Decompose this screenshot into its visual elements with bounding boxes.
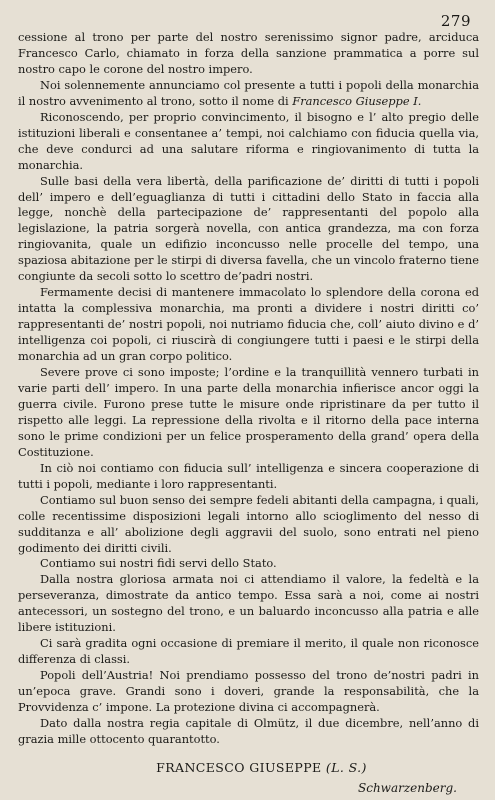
paragraph-4: Sulle basi della vera libertà, della parificazione de’ diritti di tutti i popoli dell’ impero e dell’eguaglianza di tutti i cittadini dello Stato in faccia alla legge, nonchè della partecipazione de’ rappresentanti del popolo alla legislazione, la patria sorgerà novella, con antica grandezza, ma con forza ringiovanita, quale un edifizio inconcusso nelle procelle del tempo, una spaziosa abitazione per le stirpi di diversa favella, che un vincolo fraterno tiene congiunte da secoli sotto lo scettro de’padri nostri. xyxy=(18,173,479,284)
body-text xyxy=(18,30,479,748)
paragraph-13: Dato dalla nostra regia capitale di Olmütz, il due dicembre, nell’anno di grazia mille ottocento quarantotto. xyxy=(18,715,479,746)
signatory-name: FRANCESCO GIUSEPPE xyxy=(156,759,322,775)
signature-line xyxy=(18,760,479,775)
paragraph-12: Popoli dell’Austria! Noi prendiamo possesso del trono de’nostri padri in un’epoca grave. Grandi sono i doveri, grande la responsabilità, che la Provvidenza c’ impone. La protezione divina ci accompagnerà. xyxy=(18,668,479,715)
paragraph-2-text: Noi solennemente annunciamo col presente a tutti i popoli della monarchia il nostro avvenimento al trono, sotto il nome di xyxy=(18,77,479,108)
paragraph-11: Ci sarà gradita ogni occasione di premiare il merito, il quale non riconosce differenza di classi. xyxy=(18,636,479,667)
paragraph-2 xyxy=(18,78,479,110)
paragraph-7: In ciò noi contiamo con fiducia sull’ intelligenza e sincera cooperazione di tutti i popoli, mediante i loro rappresentanti. xyxy=(18,460,479,491)
seal-mark: (L. S.) xyxy=(325,759,367,775)
paragraph-6: Severe prove ci sono imposte; l’ordine e la tranquillità vennero turbati in varie parti dell’ impero. In una parte della monarchia infierisce ancor oggi la guerra civile. Furono prese tutte le misure onde ripristinare da per tutto il rispetto alle leggi. La repressione della rivolta e il ritorno della pace interna sono le prime condizioni per un felice prosperamento della grand’ opera della Costituzione. xyxy=(18,365,479,459)
emperor-name-italic: Francesco Giuseppe I. xyxy=(292,93,422,108)
paragraph-1: cessione al trono per parte del nostro serenissimo signor padre, arciduca Francesco Carlo, chiamato in forza della sanzione prammatica a porre sul nostro capo le corone del nostro impero. xyxy=(18,30,479,76)
paragraph-8: Contiamo sul buon senso dei sempre fedeli abitanti della campagna, i quali, colle recentissime disposizioni legali intorno allo scioglimento del nesso di sudditanza e all’ abolizione degli aggravii del suolo, sono entrati nel pieno godimento dei diritti civili. xyxy=(18,492,479,555)
paragraph-9: Contiamo sui nostri fidi servi dello Stato. xyxy=(40,556,277,571)
countersignature: Schwarzenberg. xyxy=(358,780,457,795)
paragraph-3: Riconoscendo, per proprio convincimento, il bisogno e l’ alto pregio delle istituzioni liberali e consentanee a’ tempi, noi calchiamo con fiducia quella via, che deve condurci ad una salutare riforma e ringiovanimento di tutta la monarchia. xyxy=(18,109,479,172)
page-number: 279 xyxy=(440,12,471,30)
paragraph-5: Fermamente decisi di mantenere immacolato lo splendore della corona ed intatta la complessiva monarchia, ma pronti a dividere i nostri diritti co’ rappresentanti de’ nostri popoli, noi nutriamo fiducia che, coll’ aiuto divino e d’ intelligenza coi popoli, ci riuscirà di congiungere tutti i paesi e le stirpi della monarchia ad un gran corpo politico. xyxy=(18,285,479,364)
paragraph-10: Dalla nostra gloriosa armata noi ci attendiamo il valore, la fedeltà e la perseveranza, dimostrate da antico tempo. Essa sarà a noi, come ai nostri antecessori, un sostegno del trono, e un baluardo inconcusso alla patria e alle libere istituzioni. xyxy=(18,572,479,635)
